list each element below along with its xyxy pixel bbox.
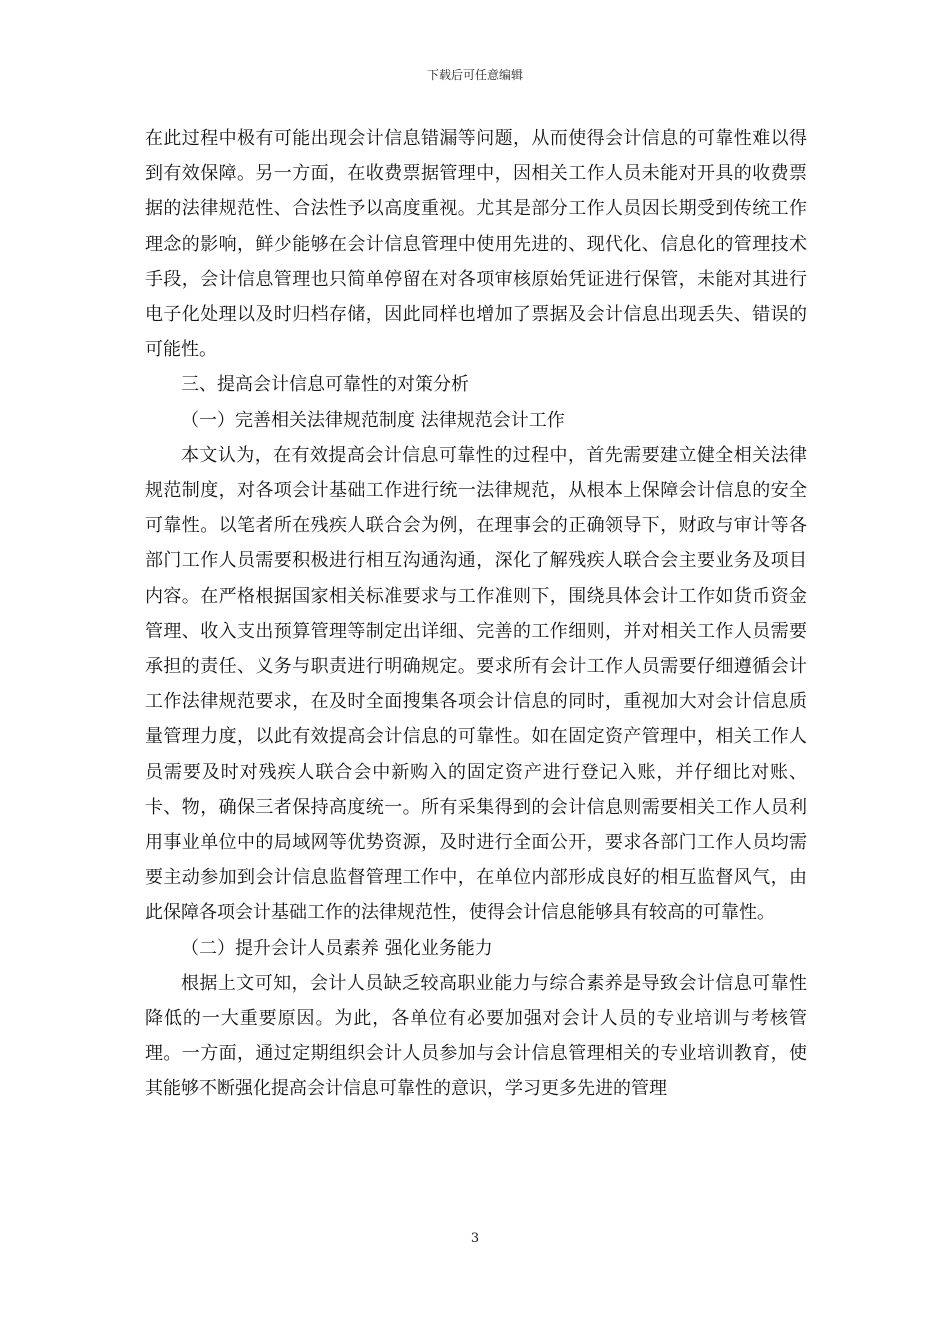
header-note: 下载后可任意编辑 bbox=[426, 68, 523, 82]
subsection-heading-2: （二）提升会计人员素养 强化业务能力 bbox=[181, 937, 493, 959]
page-number: 3 bbox=[470, 1231, 480, 1246]
section-heading-3: 三、提高会计信息可靠性的对策分析 bbox=[181, 374, 469, 396]
paragraph-1: 在此过程中极有可能出现会计信息错漏等问题，从而使得会计信息的可靠性难以得到有效保障。另一方面，在收费票据管理中，因相关工作人员未能对开具的收费票据的法律规范性、合法性予以高度重视。尤其是部分工作人员因长期受到传统工作理念的影响，鲜少能够在会计信息管理中使用先进的、现代化、信息化的管理技术手段，会计信息管理也只简单停留在对各项审核原始凭证进行保管，未能对其进行电子化处理以及时归档存储，因此同样也增加了票据及会计信息出现丢失、错误的可能性。 bbox=[145, 128, 807, 361]
paragraph-3: 根据上文可知，会计人员缺乏较高职业能力与综合素养是导致会计信息可靠性降低的一大重要原因。为此，各单位有必要加强对会计人员的专业培训与考核管理。一方面，通过定期组织会计人员参加与会计信息管理相关的专业培训教育，使其能够不断强化提高会计信息可靠性的意识，学习更多先进的管理 bbox=[145, 972, 807, 1100]
paragraph-2: 本文认为，在有效提高会计信息可靠性的过程中，首先需要建立健全相关法律规范制度，对各项会计基础工作进行统一法律规范，从根本上保障会计信息的安全可靠性。以笔者所在残疾人联合会为例，在理事会的正确领导下，财政与审计等各部门工作人员需要积极进行相互沟通沟通，深化了解残疾人联合会主要业务及项目内容。在严格根据国家相关标准要求与工作准则下，围绕具体会计工作如货币资金管理、收入支出预算管理等制定出详细、完善的工作细则，并对相关工作人员需要承担的责任、义务与职责进行明确规定。要求所有会计工作人员需要仔细遵循会计工作法律规范要求，在及时全面搜集各项会计信息的同时，重视加大对会计信息质量管理力度，以此有效提高会计信息的可靠性。如在固定资产管理中，相关工作人员需要及时对残疾人联合会中新购入的固定资产进行登记入账，并仔细比对账、卡、物，确保三者保持高度统一。所有采集得到的会计信息则需要相关工作人员利用事业单位中的局域网等优势资源，及时进行全面公开，要求各部门工作人员均需要主动参加到会计信息监督管理工作中，在单位内部形成良好的相互监督风气，由此保障各项会计基础工作的法律规范性，使得会计信息能够具有较高的可靠性。 bbox=[145, 444, 807, 924]
subsection-heading-1: （一）完善相关法律规范制度 法律规范会计工作 bbox=[181, 409, 565, 431]
document-body bbox=[145, 121, 807, 1107]
